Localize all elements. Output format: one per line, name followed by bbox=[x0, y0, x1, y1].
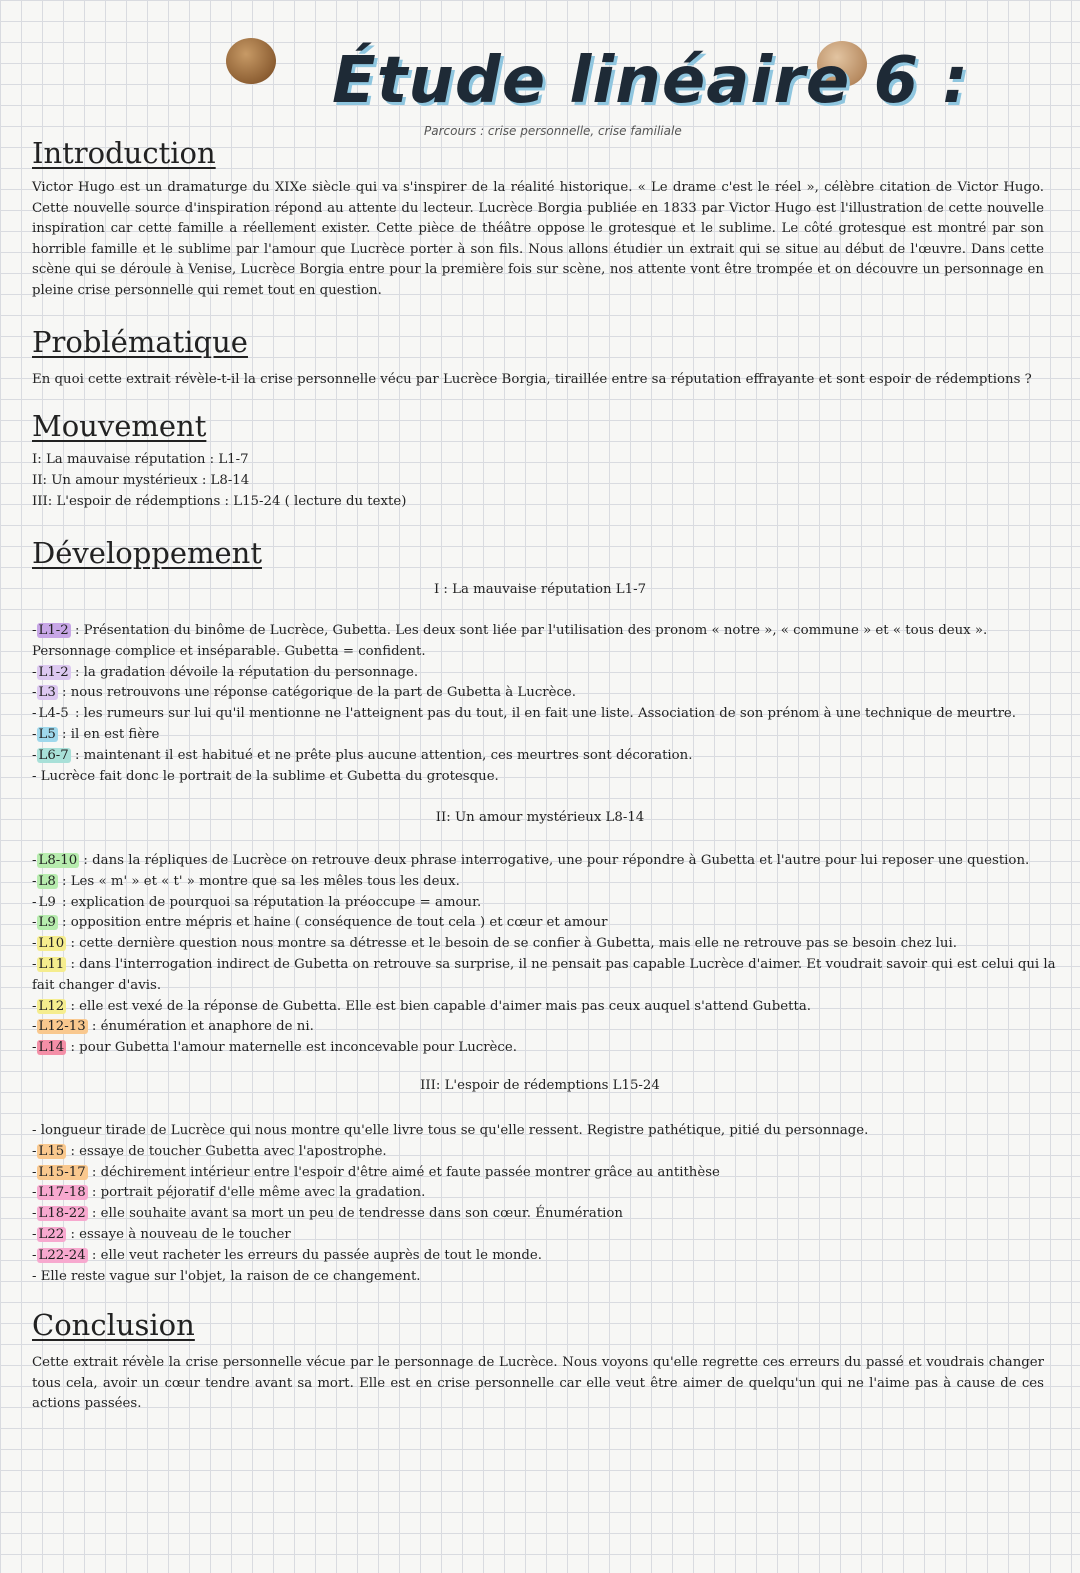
analysis-line bbox=[32, 704, 1062, 725]
line-reference: L12 bbox=[38, 998, 65, 1014]
bullet-dash: - bbox=[32, 726, 37, 742]
line-reference: L4-5 bbox=[38, 706, 69, 722]
line-text: : la gradation dévoile la réputation du personnage. bbox=[70, 664, 419, 680]
line-reference: L8-10 bbox=[38, 853, 78, 868]
analysis-line bbox=[32, 1225, 1062, 1246]
line-reference: L15-17 bbox=[38, 1164, 86, 1180]
problematique-text: En quoi cette extrait révèle-t-il la crise personnelle vécu par Lucrèce Borgia, tiraillée entre sa réputation effrayante et sont espoir de rédemptions ? bbox=[32, 372, 1032, 387]
analysis-line bbox=[32, 1183, 1062, 1204]
bullet-dash: - bbox=[32, 1123, 37, 1138]
analysis-line bbox=[32, 725, 1062, 746]
analysis-line bbox=[32, 642, 1062, 663]
line-reference: L9 bbox=[38, 915, 56, 931]
analysis-line bbox=[32, 976, 1062, 997]
line-text: : Les « m' » et « t' » montre que sa les mêles tous les deux. bbox=[57, 873, 460, 889]
analysis-line bbox=[32, 746, 1062, 767]
line-text: : essaye de toucher Gubetta avec l'apostrophe. bbox=[66, 1143, 387, 1159]
bullet-dash: - bbox=[32, 894, 37, 910]
line-reference: L1-2 bbox=[38, 623, 69, 638]
line-text: : explication de pourquoi sa réputation la préoccupe = amour. bbox=[57, 894, 482, 910]
line-reference: L3 bbox=[38, 685, 56, 701]
line-reference: L8 bbox=[38, 873, 56, 889]
line-text: : il en est fière bbox=[57, 726, 160, 742]
analysis-line bbox=[32, 934, 1062, 955]
page-subtitle: Parcours : crise personnelle, crise familiale bbox=[424, 124, 682, 138]
line-text: : énumération et anaphore de ni. bbox=[87, 1019, 314, 1035]
problematique-heading: Problématique bbox=[32, 325, 248, 359]
bullet-dash: - bbox=[32, 956, 37, 972]
analysis-line bbox=[32, 955, 1062, 976]
analysis-line bbox=[32, 913, 1062, 934]
line-reference: L10 bbox=[38, 936, 65, 952]
bullet-dash: - bbox=[32, 915, 37, 931]
bullet-dash: - bbox=[32, 623, 37, 638]
developpement-heading: Développement bbox=[32, 536, 262, 570]
pushpin-left bbox=[226, 38, 276, 84]
analysis-line bbox=[32, 1142, 1062, 1163]
bullet-dash: - bbox=[32, 747, 37, 763]
line-reference: L11 bbox=[38, 956, 65, 972]
bullet-dash: - bbox=[32, 706, 37, 722]
line-text: longueur tirade de Lucrèce qui nous montre qu'elle livre tous se qu'elle ressent. Registre pathétique, pitié du personnage. bbox=[36, 1123, 869, 1138]
line-text: : elle veut racheter les erreurs du passée auprès de tout le monde. bbox=[87, 1247, 542, 1263]
line-text: : dans la répliques de Lucrèce on retrouve deux phrase interrogative, une pour répondre à Gubetta et l'autre pour lui reposer une question. bbox=[79, 853, 1030, 868]
mouvement-item: III: L'espoir de rédemptions : L15-24 ( lecture du texte) bbox=[32, 493, 407, 509]
mouvement-heading: Mouvement bbox=[32, 409, 207, 443]
line-text: : cette dernière question nous montre sa détresse et le besoin de se confier à Gubetta, mais elle ne retrouve pas se besoin chez lui. bbox=[66, 936, 957, 952]
analysis-line bbox=[32, 893, 1062, 914]
bullet-dash: - bbox=[32, 936, 37, 952]
analysis-line bbox=[32, 872, 1062, 893]
part-2-lines bbox=[32, 851, 1062, 1059]
line-text: Personnage complice et inséparable. Gubetta = confident. bbox=[32, 643, 426, 659]
line-text: Lucrèce fait donc le portrait de la sublime et Gubetta du grotesque. bbox=[36, 768, 499, 784]
line-reference: L6-7 bbox=[38, 747, 69, 763]
line-reference: L9 bbox=[38, 894, 56, 910]
introduction-text: Victor Hugo est un dramaturge du XIXe siècle qui va s'inspirer de la réalité historique. « Le drame c'est le réel », célèbre citation de Victor Hugo. Cette nouvelle source d'inspiration répond au attente du lecteur. Lucrèce Borgia publiée en 1833 par Victor Hugo est l'illustration de cette nouvelle inspiration car cette famille a réellement exister. Cette pièce de théâtre oppose le grotesque et le sublime. Le côté grotesque est montré par son horrible famille et le sublime par l'amour que Lucrèce porter à son fils. Nous allons étudier un extrait qui se situe au début de l'œuvre. Dans cette scène qui se déroule à Venise, Lucrèce Borgia entre pour la première fois sur scène, nos attente vont être trompée et on découvre un personnage en pleine crise personnelle qui remet tout en question. bbox=[32, 180, 1044, 298]
line-reference: L14 bbox=[38, 1040, 65, 1056]
line-text: : portrait péjoratif d'elle même avec la gradation. bbox=[87, 1185, 426, 1201]
line-text: fait changer d'avis. bbox=[32, 977, 162, 993]
line-text: : nous retrouvons une réponse catégorique de la part de Gubetta à Lucrèce. bbox=[57, 685, 577, 701]
analysis-line bbox=[32, 767, 1062, 788]
mouvement-list bbox=[32, 450, 1062, 512]
analysis-line bbox=[32, 1038, 1062, 1059]
analysis-line bbox=[32, 621, 1062, 642]
line-reference: L15 bbox=[38, 1143, 65, 1159]
introduction-heading: Introduction bbox=[32, 136, 216, 170]
analysis-line bbox=[32, 1267, 1062, 1288]
bullet-dash: - bbox=[32, 1206, 37, 1222]
line-reference: L17-18 bbox=[38, 1185, 86, 1201]
analysis-line bbox=[32, 1163, 1062, 1184]
mouvement-item: I: La mauvaise réputation : L1-7 bbox=[32, 452, 249, 467]
part-3-title: III: L'espoir de rédemptions L15-24 bbox=[420, 1078, 660, 1093]
bullet-dash: - bbox=[32, 768, 37, 784]
line-reference: L1-2 bbox=[38, 664, 69, 680]
line-reference: L22-24 bbox=[38, 1247, 86, 1263]
bullet-dash: - bbox=[32, 998, 37, 1014]
bullet-dash: - bbox=[32, 853, 37, 868]
line-text: : pour Gubetta l'amour maternelle est inconcevable pour Lucrèce. bbox=[66, 1040, 517, 1056]
line-text: : Présentation du binôme de Lucrèce, Gubetta. Les deux sont liée par l'utilisation des pronom « notre », « commune » et « tous deux ». bbox=[70, 623, 988, 638]
part-1-lines bbox=[32, 621, 1062, 787]
line-reference: L5 bbox=[38, 726, 56, 742]
line-text: : elle est vexé de la réponse de Gubetta. Elle est bien capable d'aimer mais pas ceux auquel s'attend Gubetta. bbox=[66, 998, 811, 1014]
analysis-line bbox=[32, 1121, 1062, 1142]
page-title: Étude linéaire 6 : bbox=[332, 44, 969, 118]
line-text: : opposition entre mépris et haine ( conséquence de tout cela ) et cœur et amour bbox=[57, 915, 608, 931]
line-text: : les rumeurs sur lui qu'il mentionne ne l'atteignent pas du tout, il en fait une liste. Association de son prénom à une technique de meurtre. bbox=[70, 706, 1017, 722]
bullet-dash: - bbox=[32, 873, 37, 889]
bullet-dash: - bbox=[32, 1185, 37, 1201]
analysis-line bbox=[32, 683, 1062, 704]
bullet-dash: - bbox=[32, 1268, 37, 1284]
line-text: : dans l'interrogation indirect de Gubetta on retrouve sa surprise, il ne pensait pas capable Lucrèce d'aimer. Et voudrait savoir qui est celui qui la bbox=[66, 956, 1056, 972]
bullet-dash: - bbox=[32, 1040, 37, 1056]
line-reference: L18-22 bbox=[38, 1206, 86, 1222]
bullet-dash: - bbox=[32, 1143, 37, 1159]
part-3-lines bbox=[32, 1121, 1062, 1287]
bullet-dash: - bbox=[32, 1247, 37, 1263]
conclusion-heading: Conclusion bbox=[32, 1308, 195, 1342]
line-text: : essaye à nouveau de le toucher bbox=[66, 1226, 291, 1242]
line-text: Elle reste vague sur l'objet, la raison de ce changement. bbox=[36, 1268, 421, 1284]
analysis-line bbox=[32, 1017, 1062, 1038]
analysis-line bbox=[32, 663, 1062, 684]
analysis-line bbox=[32, 851, 1062, 872]
analysis-line bbox=[32, 997, 1062, 1018]
part-1-title: I : La mauvaise réputation L1-7 bbox=[433, 582, 647, 597]
analysis-line bbox=[32, 1204, 1062, 1225]
part-2-title: II: Un amour mystérieux L8-14 bbox=[435, 810, 645, 825]
bullet-dash: - bbox=[32, 1226, 37, 1242]
mouvement-item: II: Un amour mystérieux : L8-14 bbox=[32, 472, 250, 488]
line-reference: L12-13 bbox=[38, 1019, 86, 1035]
bullet-dash: - bbox=[32, 685, 37, 701]
bullet-dash: - bbox=[32, 664, 37, 680]
line-text: : maintenant il est habitué et ne prête plus aucune attention, ces meurtres sont décoration. bbox=[70, 747, 693, 763]
line-text: : elle souhaite avant sa mort un peu de tendresse dans son cœur. Énumération bbox=[87, 1206, 624, 1222]
bullet-dash: - bbox=[32, 1019, 37, 1035]
line-reference: L22 bbox=[38, 1226, 65, 1242]
conclusion-text: Cette extrait révèle la crise personnelle vécue par le personnage de Lucrèce. Nous voyons qu'elle regrette ces erreurs du passé et voudrais changer tous cela, avoir un cœur tendre avant sa mort. Elle est en crise personnelle car elle veut être aimer de quelqu'un qui ne l'aime pas à cause de ces actions passées. bbox=[32, 1355, 1044, 1412]
bullet-dash: - bbox=[32, 1164, 37, 1180]
analysis-line bbox=[32, 1246, 1062, 1267]
line-text: : déchirement intérieur entre l'espoir d'être aimé et faute passée montrer grâce au antithèse bbox=[87, 1164, 720, 1180]
